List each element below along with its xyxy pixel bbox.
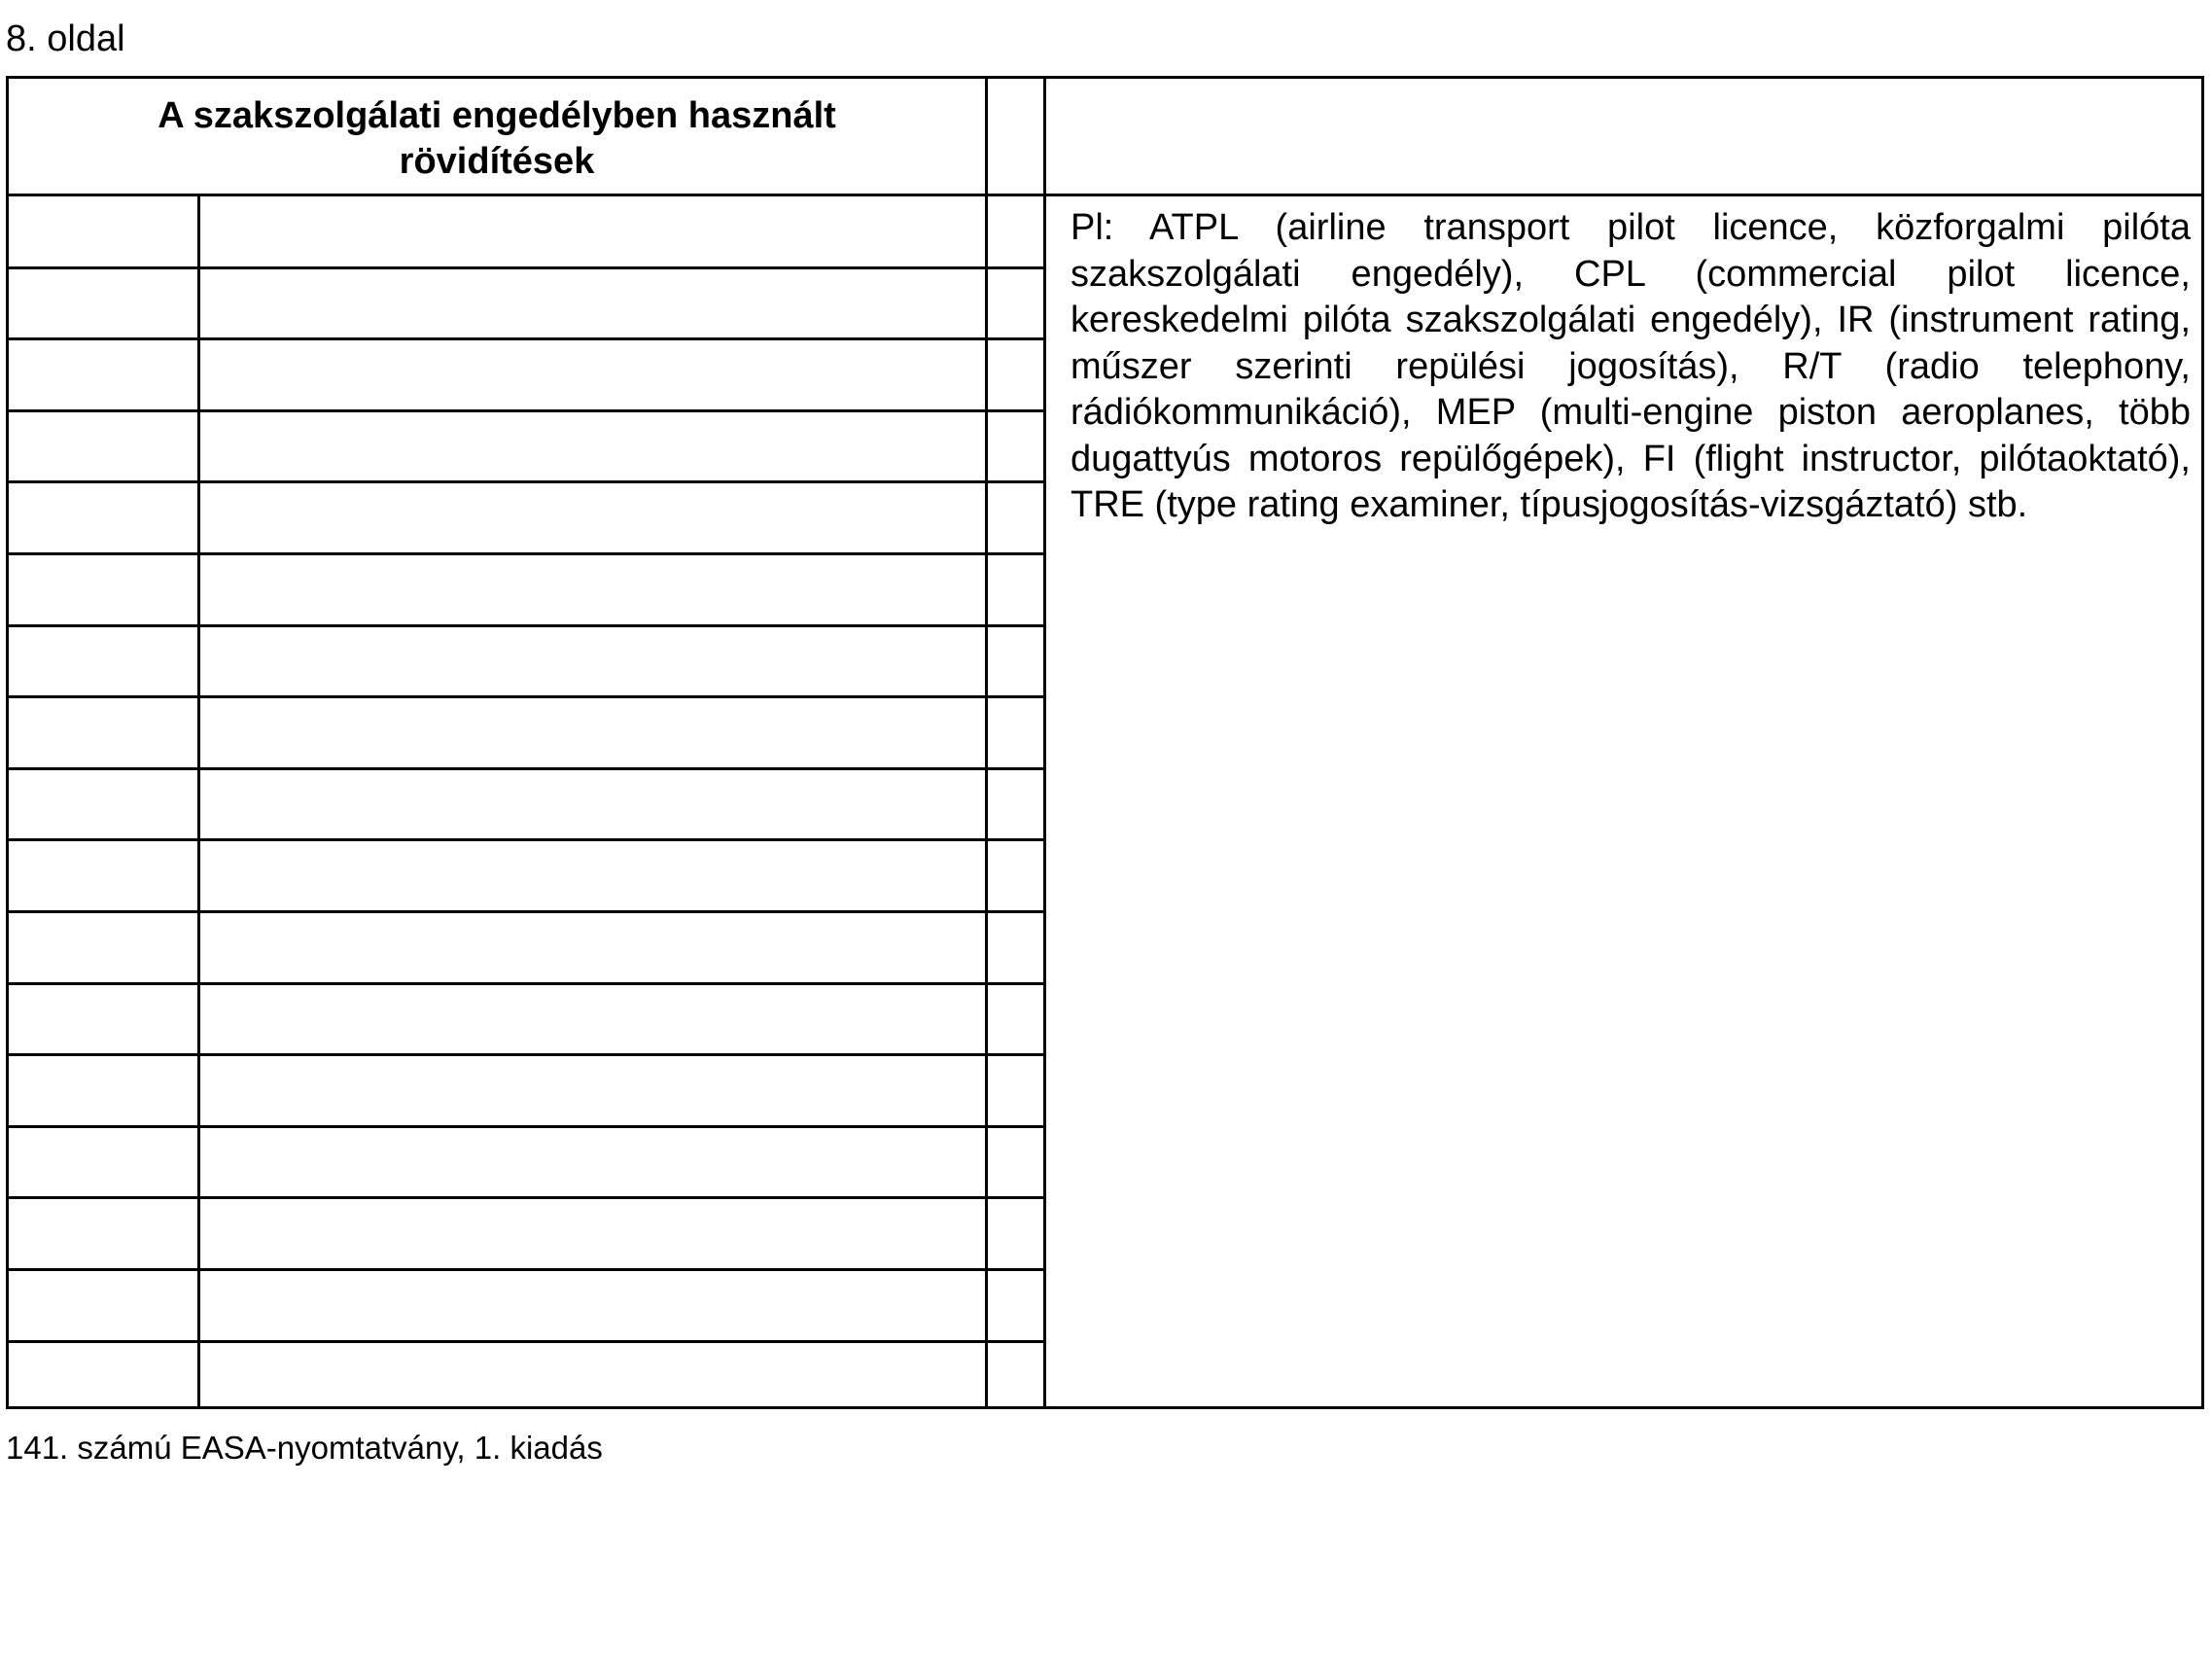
form-footer: 141. számú EASA-nyomtatvány, 1. kiadás <box>6 1430 603 1466</box>
mark-cell[interactable] <box>988 1055 1043 1126</box>
mark-cell[interactable] <box>988 984 1043 1055</box>
mark-cell[interactable] <box>988 840 1043 911</box>
abbreviation-cell[interactable] <box>9 554 197 625</box>
meaning-cell[interactable] <box>200 482 985 553</box>
meaning-cell[interactable] <box>200 268 985 339</box>
meaning-cell[interactable] <box>200 554 985 625</box>
abbreviation-cell[interactable] <box>9 1342 197 1413</box>
mark-cell[interactable] <box>988 912 1043 983</box>
mark-cell[interactable] <box>988 1270 1043 1341</box>
abbreviation-cell[interactable] <box>9 411 197 482</box>
mark-cell[interactable] <box>988 697 1043 768</box>
mark-cell[interactable] <box>988 196 1043 267</box>
meaning-cell[interactable] <box>200 1055 985 1126</box>
table-row <box>9 912 1047 983</box>
abbreviation-cell[interactable] <box>9 769 197 840</box>
mark-cell[interactable] <box>988 554 1043 625</box>
table-row <box>9 1127 1047 1198</box>
meaning-cell[interactable] <box>200 1270 985 1341</box>
abbreviation-cell[interactable] <box>9 339 197 410</box>
table-row <box>9 1198 1047 1269</box>
mark-cell[interactable] <box>988 268 1043 339</box>
meaning-cell[interactable] <box>200 984 985 1055</box>
meaning-cell[interactable] <box>200 769 985 840</box>
abbreviation-cell[interactable] <box>9 840 197 911</box>
abbreviation-cell[interactable] <box>9 482 197 553</box>
meaning-cell[interactable] <box>200 912 985 983</box>
table-row <box>9 1342 1047 1413</box>
mark-cell[interactable] <box>988 482 1043 553</box>
abbreviation-cell[interactable] <box>9 196 197 267</box>
meaning-cell[interactable] <box>200 1198 985 1269</box>
meaning-cell[interactable] <box>200 840 985 911</box>
abbreviation-cell[interactable] <box>9 984 197 1055</box>
table-row <box>9 411 1047 482</box>
abbreviations-form <box>6 76 2204 1409</box>
meaning-cell[interactable] <box>200 1127 985 1198</box>
form-header-title: A szakszolgálati engedélyben használt rövidítések <box>158 95 836 182</box>
abbreviation-cell[interactable] <box>9 1270 197 1341</box>
example-note: Pl: ATPL (airline transport pilot licence, közforgalmi pilóta szakszolgálati engedély), CPL (commercial pilot licence, kereskedelmi pilóta szakszolgálati engedély), IR (instrument rating, műszer szerinti repülési jogosítás), R/T (radio telephony, rádiókommunikáció), MEP (multi-engine piston aeroplanes, több dugattyús motoros repülőgépek), FI (flight instructor, pilótaoktató), TRE (type rating examiner, típusjogosítás-vizsgáztató) stb. <box>1071 207 2191 525</box>
table-row <box>9 984 1047 1055</box>
abbreviation-cell[interactable] <box>9 626 197 697</box>
meaning-cell[interactable] <box>200 339 985 410</box>
abbreviation-cell[interactable] <box>9 1127 197 1198</box>
meaning-cell[interactable] <box>200 1342 985 1413</box>
abbreviation-cell[interactable] <box>9 268 197 339</box>
table-row <box>9 769 1047 840</box>
table-row <box>9 482 1047 553</box>
table-row <box>9 554 1047 625</box>
table-row <box>9 1270 1047 1341</box>
meaning-cell[interactable] <box>200 697 985 768</box>
mark-cell[interactable] <box>988 411 1043 482</box>
table-row <box>9 268 1047 339</box>
table-row <box>9 626 1047 697</box>
mark-cell[interactable] <box>988 1342 1043 1413</box>
meaning-cell[interactable] <box>200 411 985 482</box>
mark-cell[interactable] <box>988 769 1043 840</box>
table-row <box>9 196 1047 267</box>
abbreviation-cell[interactable] <box>9 697 197 768</box>
table-row <box>9 840 1047 911</box>
table-row <box>9 1055 1047 1126</box>
meaning-cell[interactable] <box>200 626 985 697</box>
abbreviation-cell[interactable] <box>9 1198 197 1269</box>
abbreviation-cell[interactable] <box>9 1055 197 1126</box>
mark-cell[interactable] <box>988 1198 1043 1269</box>
table-row <box>9 697 1047 768</box>
meaning-cell[interactable] <box>200 196 985 267</box>
page-number: 8. oldal <box>6 18 125 59</box>
table-row <box>9 339 1047 410</box>
mark-cell[interactable] <box>988 339 1043 410</box>
abbreviation-cell[interactable] <box>9 912 197 983</box>
mark-cell[interactable] <box>988 626 1043 697</box>
mark-cell[interactable] <box>988 1127 1043 1198</box>
